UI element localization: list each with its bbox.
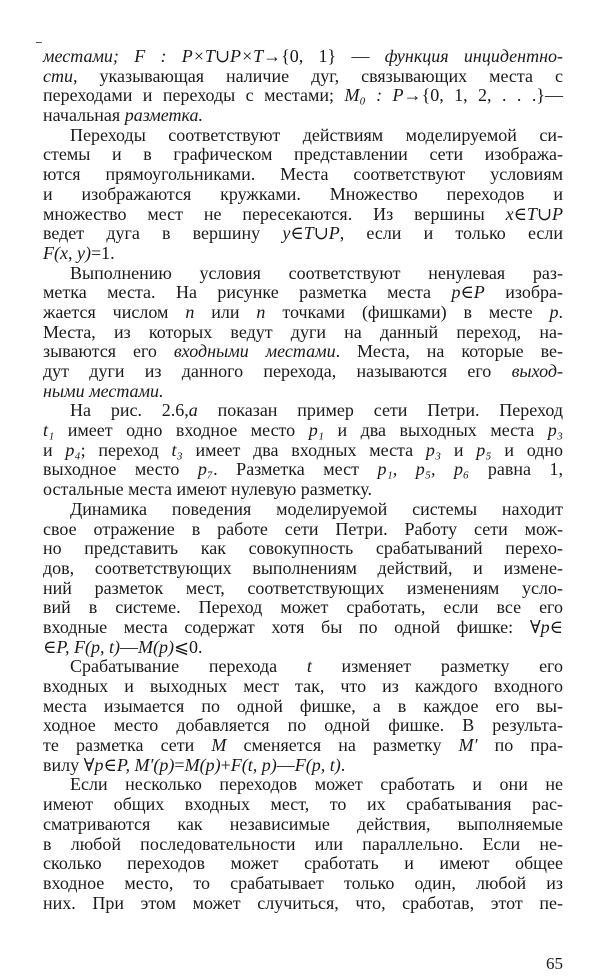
text-line [43,342,563,362]
text-line [43,441,563,461]
italic-text: F(t, p) [230,754,277,775]
text-line [43,579,563,599]
text: остальные места имеют нулевую разметку. [43,479,372,500]
text: места изымается по одной фишке, а в каждое его вы- [43,695,563,716]
text: Места, из которых ведут дуги на данный переход, на- [43,321,563,342]
text: Динамика поведения моделируемой системы находит [70,498,563,519]
text [119,46,134,66]
paragraph [43,657,563,775]
text-line [43,559,563,579]
text-line [43,736,563,756]
text: метка места. На рисунке разметка места [43,282,452,303]
text: и одно [491,439,563,460]
book-page-body [43,47,563,913]
text-line [43,775,563,795]
italic-text: t₁ [43,420,55,441]
text: имеет два входных места [182,439,426,460]
italic-text: p∈P [451,282,485,303]
text: переходами и переходы с местами; [43,85,345,106]
text-line [43,382,563,402]
text: вилу [43,754,84,775]
text: Если несколько переходов может сработать и они не [70,774,563,795]
text: — [276,754,295,775]
text: выходное место [43,459,198,480]
text-line [43,244,563,264]
text: изобра- [484,282,563,303]
text-line [43,460,563,480]
text-line [43,815,563,835]
text: те разметка сети [43,735,212,756]
italic-text: p [549,301,559,322]
text: и [441,439,477,460]
text-line [43,520,563,540]
italic-text: а [188,400,198,421]
text: ний разметок мест, соответствующих изменениям усло- [43,577,563,598]
text: ⩽0. [173,636,203,657]
text: ; переход [80,439,172,460]
text: . Места, на которые ве- [335,341,563,362]
text-line [43,205,563,225]
text-line [43,795,563,815]
italic-text: F(x, y) [43,242,91,263]
text: входных и выходных мест так, что из каждого входного [43,676,563,696]
italic-text: t [306,656,312,677]
italic-text: F : P×T∪P×T→ [134,46,282,66]
text: сматриваются как независимые действия, выполняемые [43,813,563,834]
text: и изображаются кружками. Множество переходов и [43,183,563,204]
italic-text: ∀p∈ [529,616,563,637]
text: по пра- [477,735,564,756]
text-line [43,421,563,441]
italic-text: p₁, p₅, p₆ [377,459,470,480]
text: и два выходных места [323,420,548,441]
text: равна 1, [469,459,563,480]
text: или [194,301,257,322]
paragraph [43,47,563,126]
text: них. При этом может случиться, что, сработав, этот пе- [43,892,563,913]
page-number: 65 [546,954,563,973]
text: сколько переходов может сработать и имеют общее [43,853,563,874]
text: вий в системе. Переход может сработать, если все его [43,597,563,618]
text: стемы и в графическом представлении сети изобража- [43,144,563,165]
text-line [43,47,563,67]
text-line [43,638,563,658]
text: =1. [90,242,115,263]
text: На рис. 2.6, [70,400,189,421]
text: ются прямоугольниками. Места соответствуют условиям [43,164,563,185]
text-line [43,657,563,677]
text: Выполнению условия соответствуют ненулевая раз- [70,262,563,283]
text: в любой последовательности или параллельно. Если не- [43,833,563,854]
text: точками (фишками) в месте [265,301,550,322]
text: множество мест не пересекаются. Из вершины [43,203,506,224]
text: свое отражение в работе сети Петри. Работу сети мож- [43,518,563,539]
text-line [43,894,563,914]
text: — [119,636,138,657]
italic-text: p₃ [547,420,563,441]
italic-text: M′ [458,735,478,756]
text: имеет одно входное место [54,420,309,441]
text-line [43,598,563,618]
italic-text: x∈T∪P [505,203,563,224]
paragraph [43,775,563,913]
italic-text: сти [43,65,73,86]
text-line [43,224,563,244]
italic-text: p₃ [425,439,442,460]
text: входные места содержат хотя бы по одной фишке: [43,616,530,637]
italic-text: ными местами. [43,380,164,401]
text: сменяется на разметку [226,735,459,756]
text: жается числом [43,301,186,322]
paragraph [43,126,563,264]
text-line [43,185,563,205]
text-line [43,283,563,303]
text-line [43,165,563,185]
italic-text: n [185,301,195,322]
text-line [43,106,563,126]
text-line [43,756,563,776]
italic-text: n [256,301,266,322]
text-line [43,716,563,736]
italic-text: y∈T∪P [282,223,340,244]
italic-text: местами; [43,46,119,66]
text-line [43,539,563,559]
italic-text: M₀ : P→ [344,85,422,106]
text-line [43,67,563,87]
text-line [43,854,563,874]
paragraph [43,264,563,402]
text-line [43,401,563,421]
italic-text: разметка. [124,105,203,126]
italic-text: ∀p∈P, M′(p) [83,754,175,775]
text: . [558,301,563,322]
italic-text: t₃ [171,439,183,460]
text: изменяет разметку его [311,656,563,677]
italic-text: M [211,735,227,756]
text: дут дуги из данного перехода, называются его [43,361,512,381]
italic-text: p₁ [308,420,324,441]
text-line [43,145,563,165]
text-line [43,480,563,500]
text: зываются его [43,341,174,362]
text: Срабатывание перехода [70,656,307,677]
text: дов, соответствующих выполнениям действий, и измене- [43,557,563,578]
text-line [43,697,563,717]
italic-text: F(p, t) [294,754,341,775]
italic-text: p₄ [65,439,81,460]
text: имеют общих входных мест, то их срабатывания рас- [43,794,563,815]
text: {0, 1, 2, . . .}— [421,85,563,106]
text-line [43,126,563,146]
text: показан пример сети Петри. Переход [197,400,563,421]
text: , если и только если [339,223,563,244]
italic-text: ∈P, F(p, t) [43,636,120,657]
text: + [220,754,231,775]
text: входное место, то срабатывает только один, любой из [43,872,563,893]
text: , указывающая наличие дуг, связывающих места с [73,65,563,86]
text-line [43,618,563,638]
text-line [43,264,563,284]
italic-text: p₇ [197,459,214,480]
text: {0, 1} — [281,46,385,66]
text: начальная [43,105,125,126]
text-line [43,362,563,382]
scan-mark [36,42,42,43]
text: Переходы соответствуют действиям моделируемой си- [70,124,563,145]
text-line [43,874,563,894]
text-line [43,500,563,520]
text: и [43,439,66,460]
paragraph [43,401,563,499]
italic-text: M(p) [184,754,221,775]
text: . Разметка мест [213,459,378,480]
text-line [43,677,563,697]
text-line [43,835,563,855]
text-line [43,323,563,343]
text-line [43,86,563,106]
text: . [340,754,346,775]
italic-text: входными местами [173,341,336,362]
text: но представить как совокупность срабатываний перехо- [43,538,563,559]
text: ходное место добавляется по одной фишке. В результа- [43,715,563,736]
italic-text: p₅ [476,439,492,460]
text-line [43,303,563,323]
text: = [174,754,185,775]
italic-text: функция инцидентно- [384,46,564,66]
italic-text: M(p) [137,636,174,657]
italic-text: выход- [511,361,563,381]
text: ведет дуга в вершину [43,223,283,244]
paragraph [43,500,563,658]
